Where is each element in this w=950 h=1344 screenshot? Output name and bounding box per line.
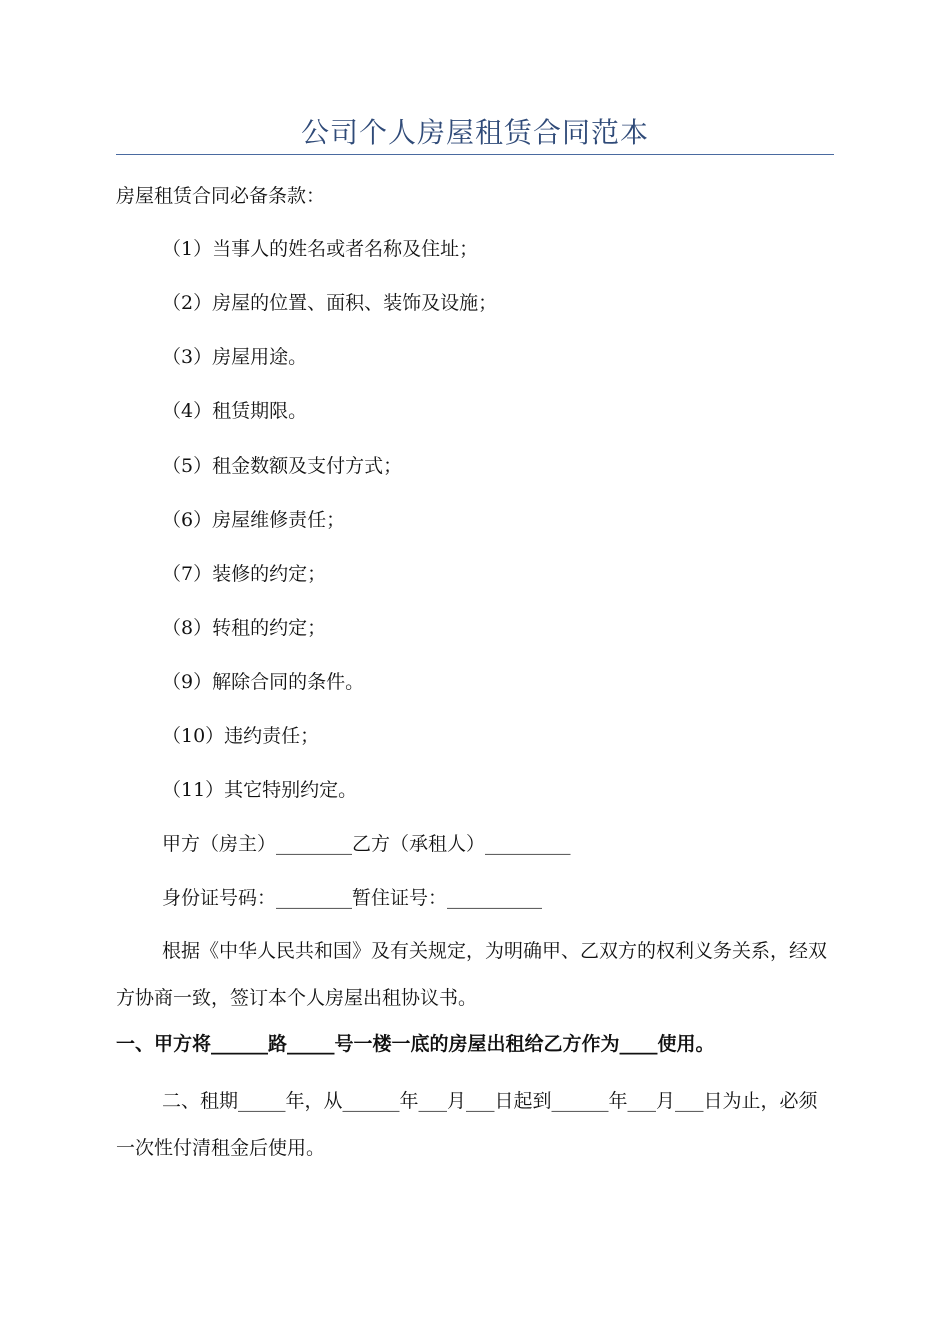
intro-text: 房屋租赁合同必备条款： [116,185,326,207]
clause-1: （1）当事人的姓名或者名称及住址； [162,238,479,260]
clause-3: （3）房屋用途。 [162,346,308,368]
title-underline [116,154,834,155]
clause-8: （8）转租的约定； [162,617,327,639]
clause-10: （10）违约责任； [162,725,320,747]
article-2: 二、租期_____年，从______年___月___日起到______年___月___日为止，必须一次性付清租金后使用。 [116,1090,818,1159]
clause-6: （6）房屋维修责任； [162,509,346,531]
clause-2: （2）房屋的位置、面积、装饰及设施； [162,292,498,314]
clause-11: （11）其它特别约定。 [162,779,358,801]
document-title: 公司个人房屋租赁合同范本 [300,116,649,149]
id-number-line: 身份证号码：________暂住证号：__________ [162,887,543,909]
preamble-paragraph: 根据《中华人民共和国》及有关规定，为明确甲、乙双方的权利义务关系，经双方协商一致，签订本个人房屋出租协议书。 [116,940,828,1009]
article-1: 一、甲方将______路_____号一楼一底的房屋出租给乙方作为____使用。 [116,1033,715,1055]
clause-4: （4）租赁期限。 [162,400,308,422]
clause-9: （9）解除合同的条件。 [162,671,365,693]
clause-5: （5）租金数额及支付方式； [162,455,403,477]
clause-7: （7）装修的约定； [162,563,327,585]
parties-line: 甲方（房主）________乙方（承租人）_________ [162,833,571,855]
